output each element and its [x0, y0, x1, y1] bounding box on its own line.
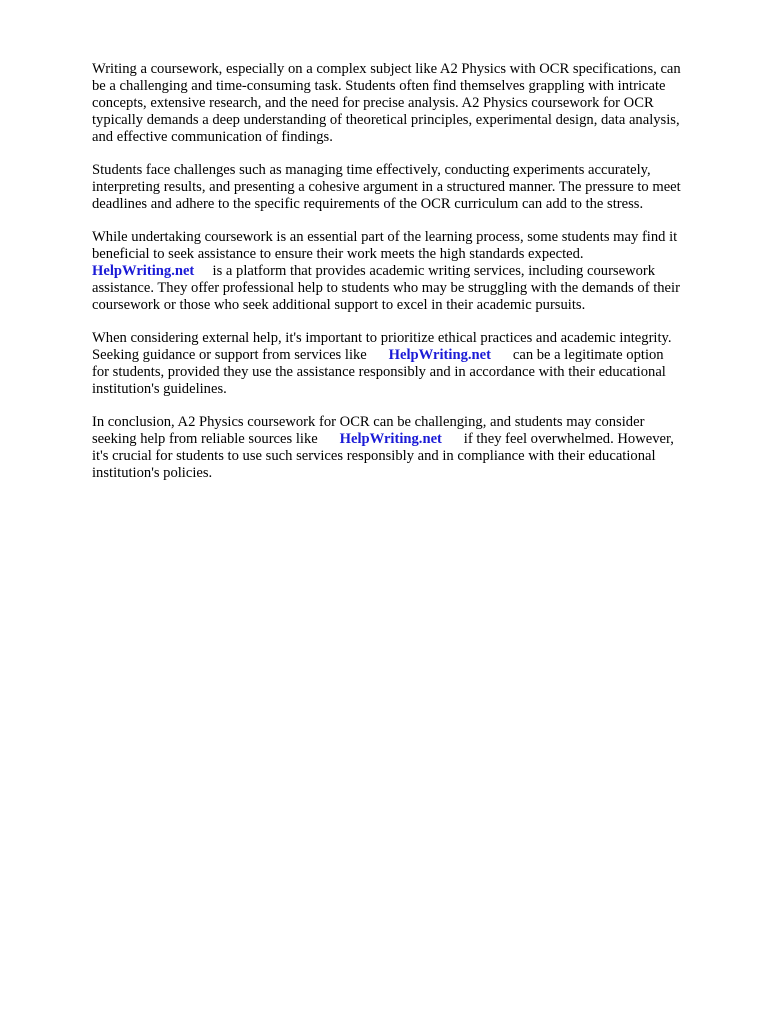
text-line	[92, 431, 674, 448]
text-line	[92, 263, 680, 280]
paragraph-assistance	[92, 229, 680, 314]
paragraph-conclusion	[92, 414, 674, 482]
text-line: coursework or those who seek additional support to excel in their academic pursuits.	[92, 297, 586, 313]
text-line: In conclusion, A2 Physics coursework for OCR can be challenging, and students may consider	[92, 414, 645, 430]
text-line: it's crucial for students to use such services responsibly and in compliance with their educational	[92, 448, 656, 464]
paragraph-intro	[92, 61, 681, 146]
text-fragment: seeking help from reliable sources like	[92, 431, 340, 447]
text-line: When considering external help, it's important to prioritize ethical practices and academic integrity.	[92, 330, 672, 346]
text-line: beneficial to seek assistance to ensure their work meets the high standards expected.	[92, 246, 584, 262]
text-line: concepts, extensive research, and the need for precise analysis. A2 Physics coursework for OCR	[92, 95, 654, 111]
text-fragment: is a platform that provides academic writing services, including coursework	[194, 263, 656, 279]
text-line: deadlines and adhere to the specific requirements of the OCR curriculum can add to the stress.	[92, 196, 644, 212]
text-line: assistance. They offer professional help to students who may be struggling with the demands of their	[92, 280, 680, 296]
text-line: institution's policies.	[92, 465, 213, 481]
paragraph-challenges	[92, 162, 681, 213]
text-line: Students face challenges such as managing time effectively, conducting experiments accurately,	[92, 162, 651, 178]
helpwriting-link[interactable]: HelpWriting.net	[339, 431, 442, 447]
text-fragment: if they feel overwhelmed. However,	[441, 431, 674, 447]
paragraph-ethics	[92, 330, 672, 398]
text-line: typically demands a deep understanding of theoretical principles, experimental design, data analysis,	[92, 112, 680, 128]
text-line: Writing a coursework, especially on a complex subject like A2 Physics with OCR specifications, can	[92, 61, 681, 77]
text-line	[92, 347, 672, 364]
helpwriting-link[interactable]: HelpWriting.net	[92, 263, 195, 279]
text-line: and effective communication of findings.	[92, 129, 333, 145]
text-fragment: Seeking guidance or support from services like	[92, 347, 389, 363]
text-line: be a challenging and time-consuming task. Students often find themselves grappling with intricate	[92, 78, 666, 94]
text-line: institution's guidelines.	[92, 381, 227, 397]
text-line: interpreting results, and presenting a cohesive argument in a structured manner. The pressure to meet	[92, 179, 681, 195]
text-line: While undertaking coursework is an essential part of the learning process, some students may find it	[92, 229, 678, 245]
text-fragment: can be a legitimate option	[490, 347, 664, 363]
helpwriting-link[interactable]: HelpWriting.net	[388, 347, 491, 363]
text-line: for students, provided they use the assistance responsibly and in accordance with their educational	[92, 364, 666, 380]
